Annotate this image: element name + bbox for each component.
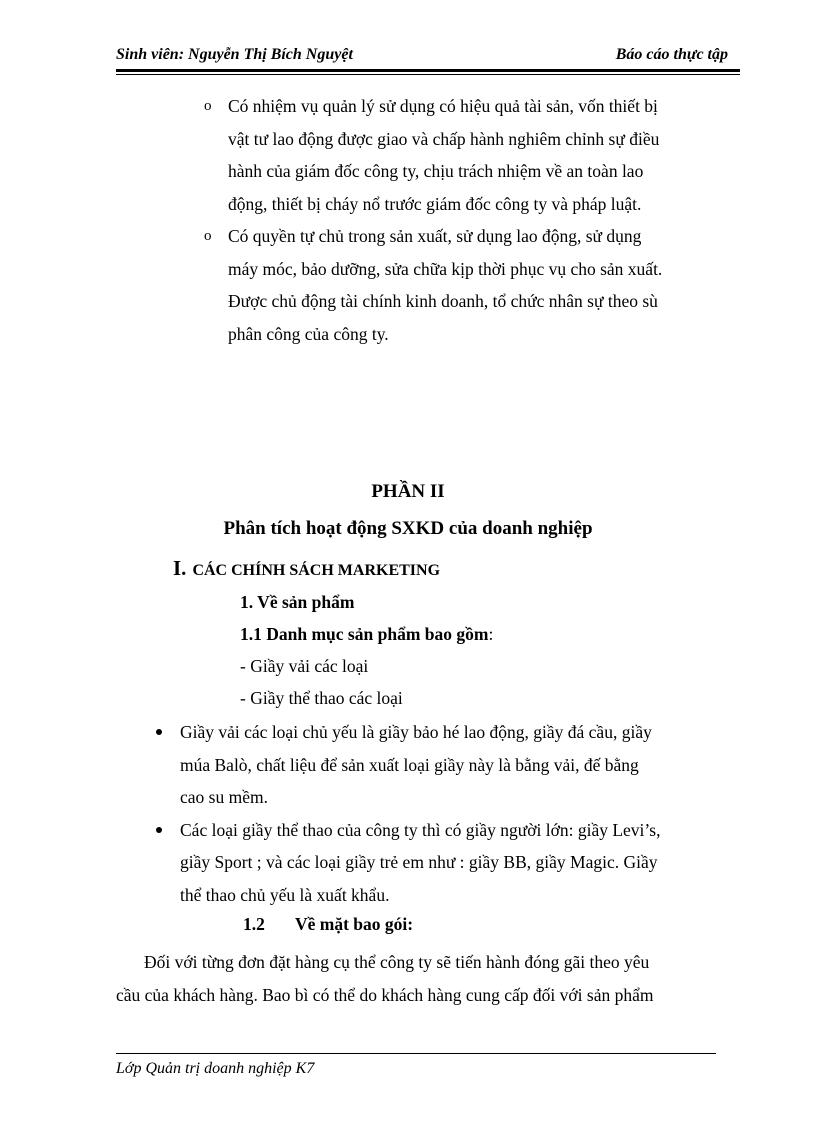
- list-item: [200, 90, 760, 220]
- product-line: - Giầy thể thao các loại: [240, 688, 403, 708]
- list-item-line: Các loại giầy thể thao của công ty thì có giầy người lớn: giầy Levi’s,: [180, 819, 661, 840]
- subsection-number: 1.2: [243, 914, 265, 934]
- list-item-line: thể thao chủ yếu là xuất khẩu.: [180, 884, 390, 905]
- responsibility-list: [200, 90, 760, 350]
- subsection-heading: 1. Về sản phẩm: [240, 592, 355, 612]
- list-item-line: Có quyền tự chủ trong sản xuất, sử dụng lao động, sử dụng: [228, 226, 642, 246]
- list-item-line: cao su mềm.: [180, 787, 268, 807]
- part-subtitle: Phân tích hoạt động SXKD của doanh nghiệp: [223, 518, 593, 539]
- list-item: [150, 814, 760, 912]
- paragraph-line: Đối với từng đơn đặt hàng cụ thể công ty sẽ tiến hành đóng gãi theo yêu: [144, 952, 650, 972]
- header-student-name: Sinh viên: Nguyễn Thị Bích Nguyệt: [116, 46, 353, 63]
- paragraph-line: cầu của khách hàng. Bao bì có thể do khách hàng cung cấp đối với sản phẩm: [116, 984, 654, 1005]
- header-report-title: Báo cáo thực tập: [615, 46, 728, 63]
- circle-bullet-icon: o: [204, 98, 212, 114]
- subsection-heading: [240, 624, 493, 645]
- body-paragraph: [116, 946, 740, 1011]
- list-item-line: hành của giám đốc công ty, chịu trách nhiệm về an toàn lao: [228, 161, 644, 181]
- list-item-line: múa Balò, chất liệu để sản xuất loại giầy này là bằng vải, đế bằng: [180, 754, 639, 775]
- page-header: [116, 46, 740, 68]
- list-item-line: giầy Sport ; và các loại giầy trẻ em như : giầy BB, giầy Magic. Giầy: [180, 852, 658, 872]
- list-item-line: vật tư lao động được giao và chấp hành nghiêm chỉnh sự điều: [228, 128, 660, 149]
- list-item: [150, 716, 760, 814]
- bullet-dot-icon: [156, 729, 162, 735]
- list-item: [200, 220, 760, 350]
- list-item-line: Có nhiệm vụ quản lý sử dụng có hiệu quả tài sản, vốn thiết bị: [228, 96, 658, 116]
- bullet-dot-icon: [156, 827, 162, 833]
- footer-rule: [116, 1053, 716, 1054]
- subsection-title: Về mặt bao gói:: [295, 914, 414, 934]
- circle-bullet-icon: o: [204, 228, 212, 244]
- header-rule: [116, 69, 740, 75]
- subsection-title: 1.1 Danh mục sản phẩm bao gồm: [240, 624, 489, 644]
- list-item-line: Giầy vải các loại chủ yếu là giầy bảo hé lao động, giầy đá cầu, giầy: [180, 722, 652, 742]
- section-title: CÁC CHÍNH SÁCH MARKETING: [192, 562, 441, 579]
- page-footer: Lớp Quản trị doanh nghiệp K7: [116, 1060, 315, 1077]
- list-item-line: Được chủ động tài chính kinh doanh, tổ chức nhân sự theo sù: [228, 291, 658, 311]
- product-line: - Giầy vải các loại: [240, 656, 369, 676]
- section-number: I.: [173, 556, 187, 580]
- list-item-line: máy móc, bảo dưỡng, sửa chữa kịp thời phục vụ cho sản xuất.: [228, 258, 663, 279]
- subsection-heading: [243, 914, 413, 935]
- subsection-colon: :: [488, 624, 494, 644]
- part-title: PHẦN II: [371, 481, 445, 502]
- section-heading: [173, 556, 440, 581]
- product-bullet-list: [150, 716, 760, 911]
- list-item-line: động, thiết bị cháy nổ trước giám đốc công ty và pháp luật.: [228, 193, 642, 214]
- list-item-line: phân công của công ty.: [228, 323, 389, 344]
